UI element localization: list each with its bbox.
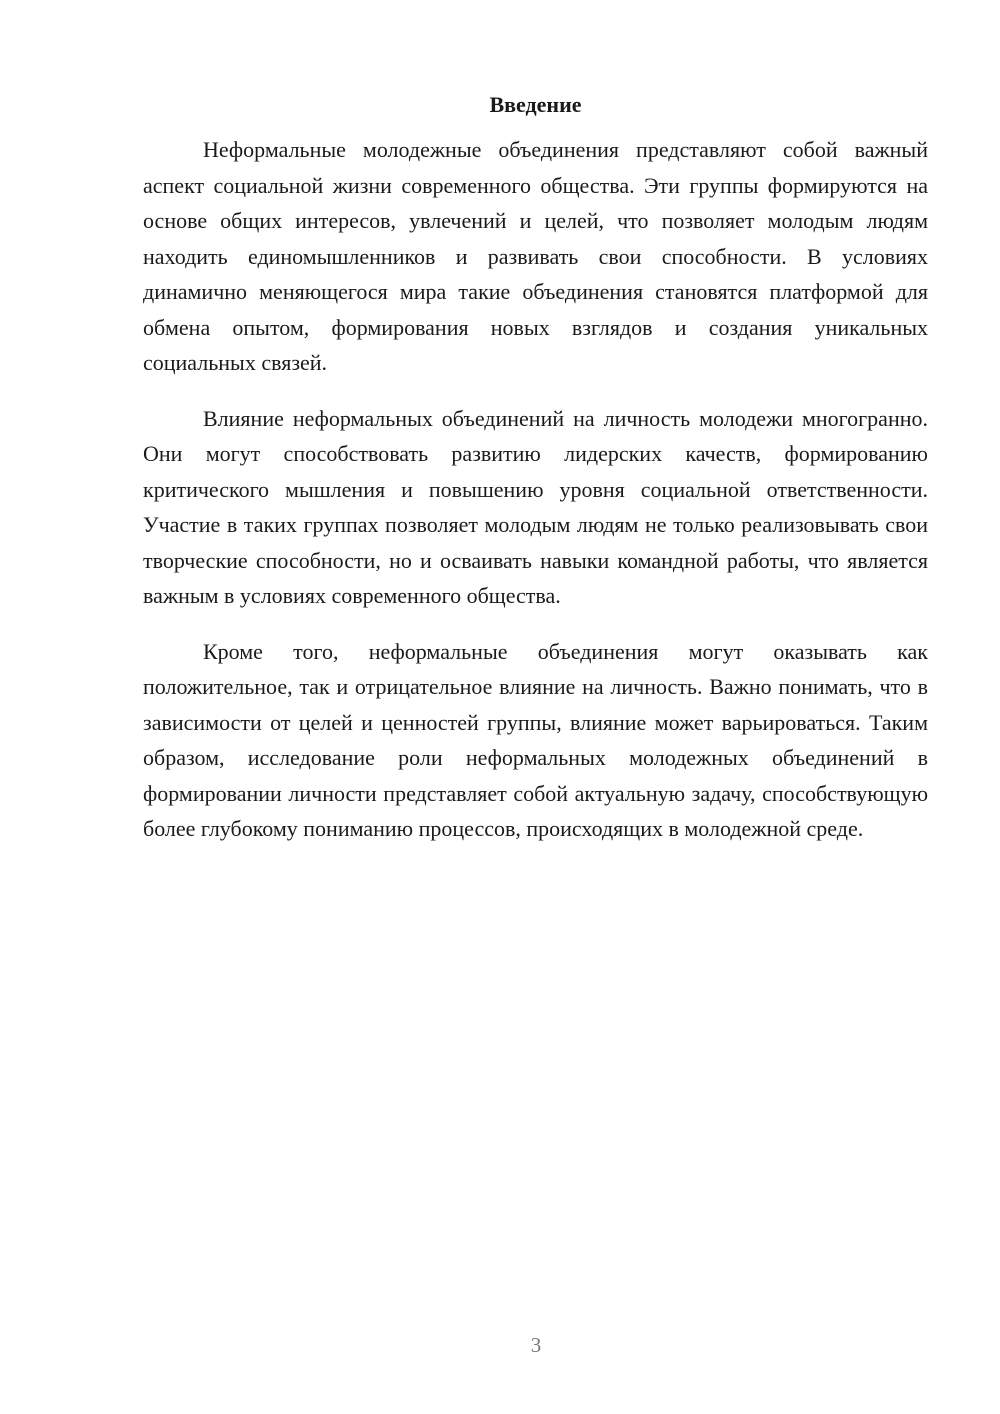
page-number: 3 [530,1333,542,1357]
page-content [143,92,928,867]
paragraph-3: Кроме того, неформальные объединения могут оказывать как положительное, так и отрицательное влияние на личность. Важно понимать, что в зависимости от целей и ценностей группы, влияние может варьироваться. Таким образом, исследование роли неформальных молодежных объединений в формировании личности представляет собой актуальную задачу, способствующую более глубокому пониманию процессов, происходящих в молодежной среде. [143,638,928,842]
paragraph-2: Влияние неформальных объединений на личность молодежи многогранно. Они могут способствовать развитию лидерских качеств, формированию критического мышления и повышению уровня социальной ответственности. Участие в таких группах позволяет молодым людям не только реализовывать свои творческие способности, но и осваивать навыки командной работы, что является важным в условиях современного общества. [143,405,928,609]
section-heading: Введение [489,92,582,117]
paragraph-1: Неформальные молодежные объединения представляют собой важный аспект социальной жизни современного общества. Эти группы формируются на основе общих интересов, увлечений и целей, что позволяет молодым людям находить единомышленников и развивать свои способности. В условиях динамично меняющегося мира такие объединения становятся платформой для обмена опытом, формирования новых взглядов и создания уникальных социальных связей. [143,137,928,376]
